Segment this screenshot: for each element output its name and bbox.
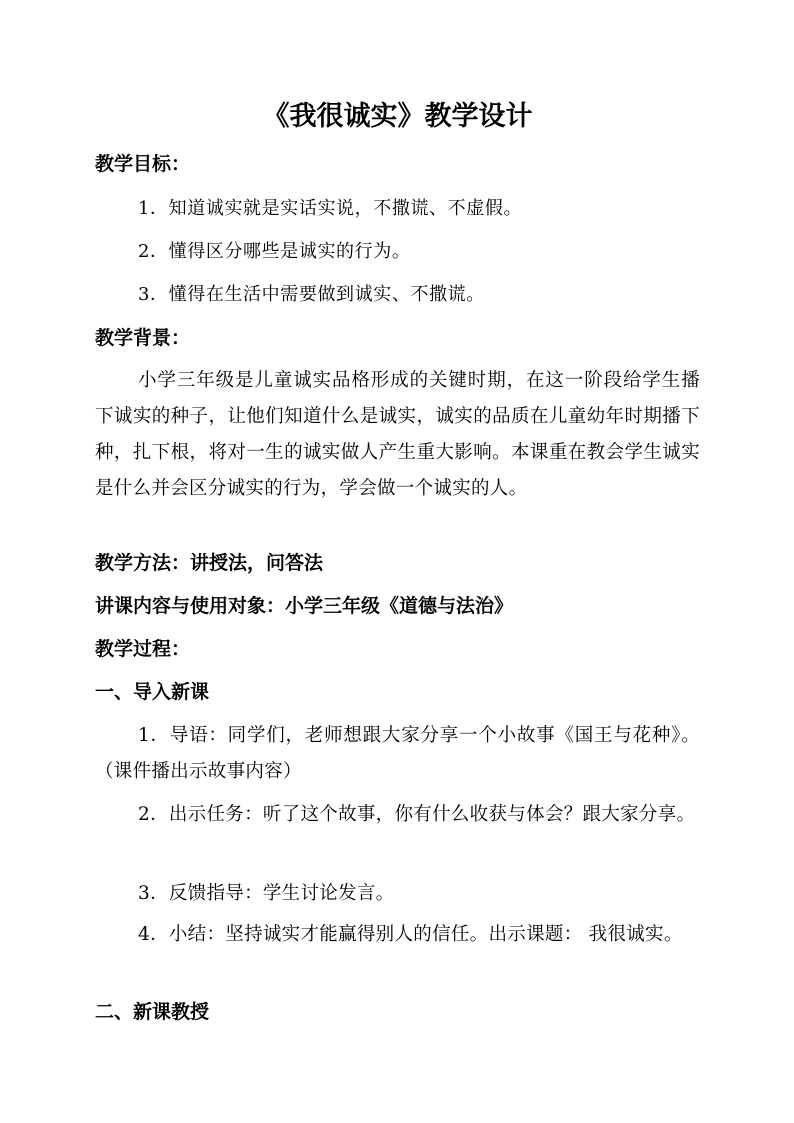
step-paragraph: 4．小结：坚持诚实才能赢得别人的信任。出示课题： 我很诚实。 [138, 924, 683, 945]
document-title: 《我很诚实》教学设计 [262, 101, 533, 132]
step-paragraph: 2．出示任务：听了这个故事，你有什么收获与体会？跟大家分享。 [138, 804, 696, 825]
method-line: 教学方法：讲授法，问答法 [95, 552, 324, 574]
process-heading: 教学过程： [95, 638, 191, 660]
objectives-heading: 教学目标： [95, 153, 191, 175]
step-paragraph: 3．反馈指导：学生讨论发言。 [138, 883, 395, 904]
section-heading-new-lesson: 二、新课教授 [95, 1001, 210, 1023]
background-heading: 教学背景： [95, 327, 191, 349]
audience-line: 讲课内容与使用对象：小学三年级《道德与法治》 [95, 595, 514, 617]
background-paragraph: 小学三年级是儿童诚实品格形成的关键时期，在这一阶段给学生播下诚实的种子，让他们知道什么是诚实，诚实的品质在儿童幼年时期播下种，扎下根，将对一生的诚实做人产生重大影响。本课重在教会学生诚实是什么并会区分诚实的行为，学会做一个诚实的人。 [95, 370, 700, 499]
objective-item: 1．知道诚实就是实话实说，不撒谎、不虚假。 [138, 198, 523, 219]
objective-item: 3．懂得在生活中需要做到诚实、不撒谎。 [138, 284, 485, 305]
section-heading-intro: 一、导入新课 [95, 681, 210, 703]
step-paragraph: 1．导语：同学们，老师想跟大家分享一个小故事《国王与花种》。（课件播出示故事内容） [95, 725, 700, 782]
objective-item: 2．懂得区分哪些是诚实的行为。 [138, 241, 411, 262]
